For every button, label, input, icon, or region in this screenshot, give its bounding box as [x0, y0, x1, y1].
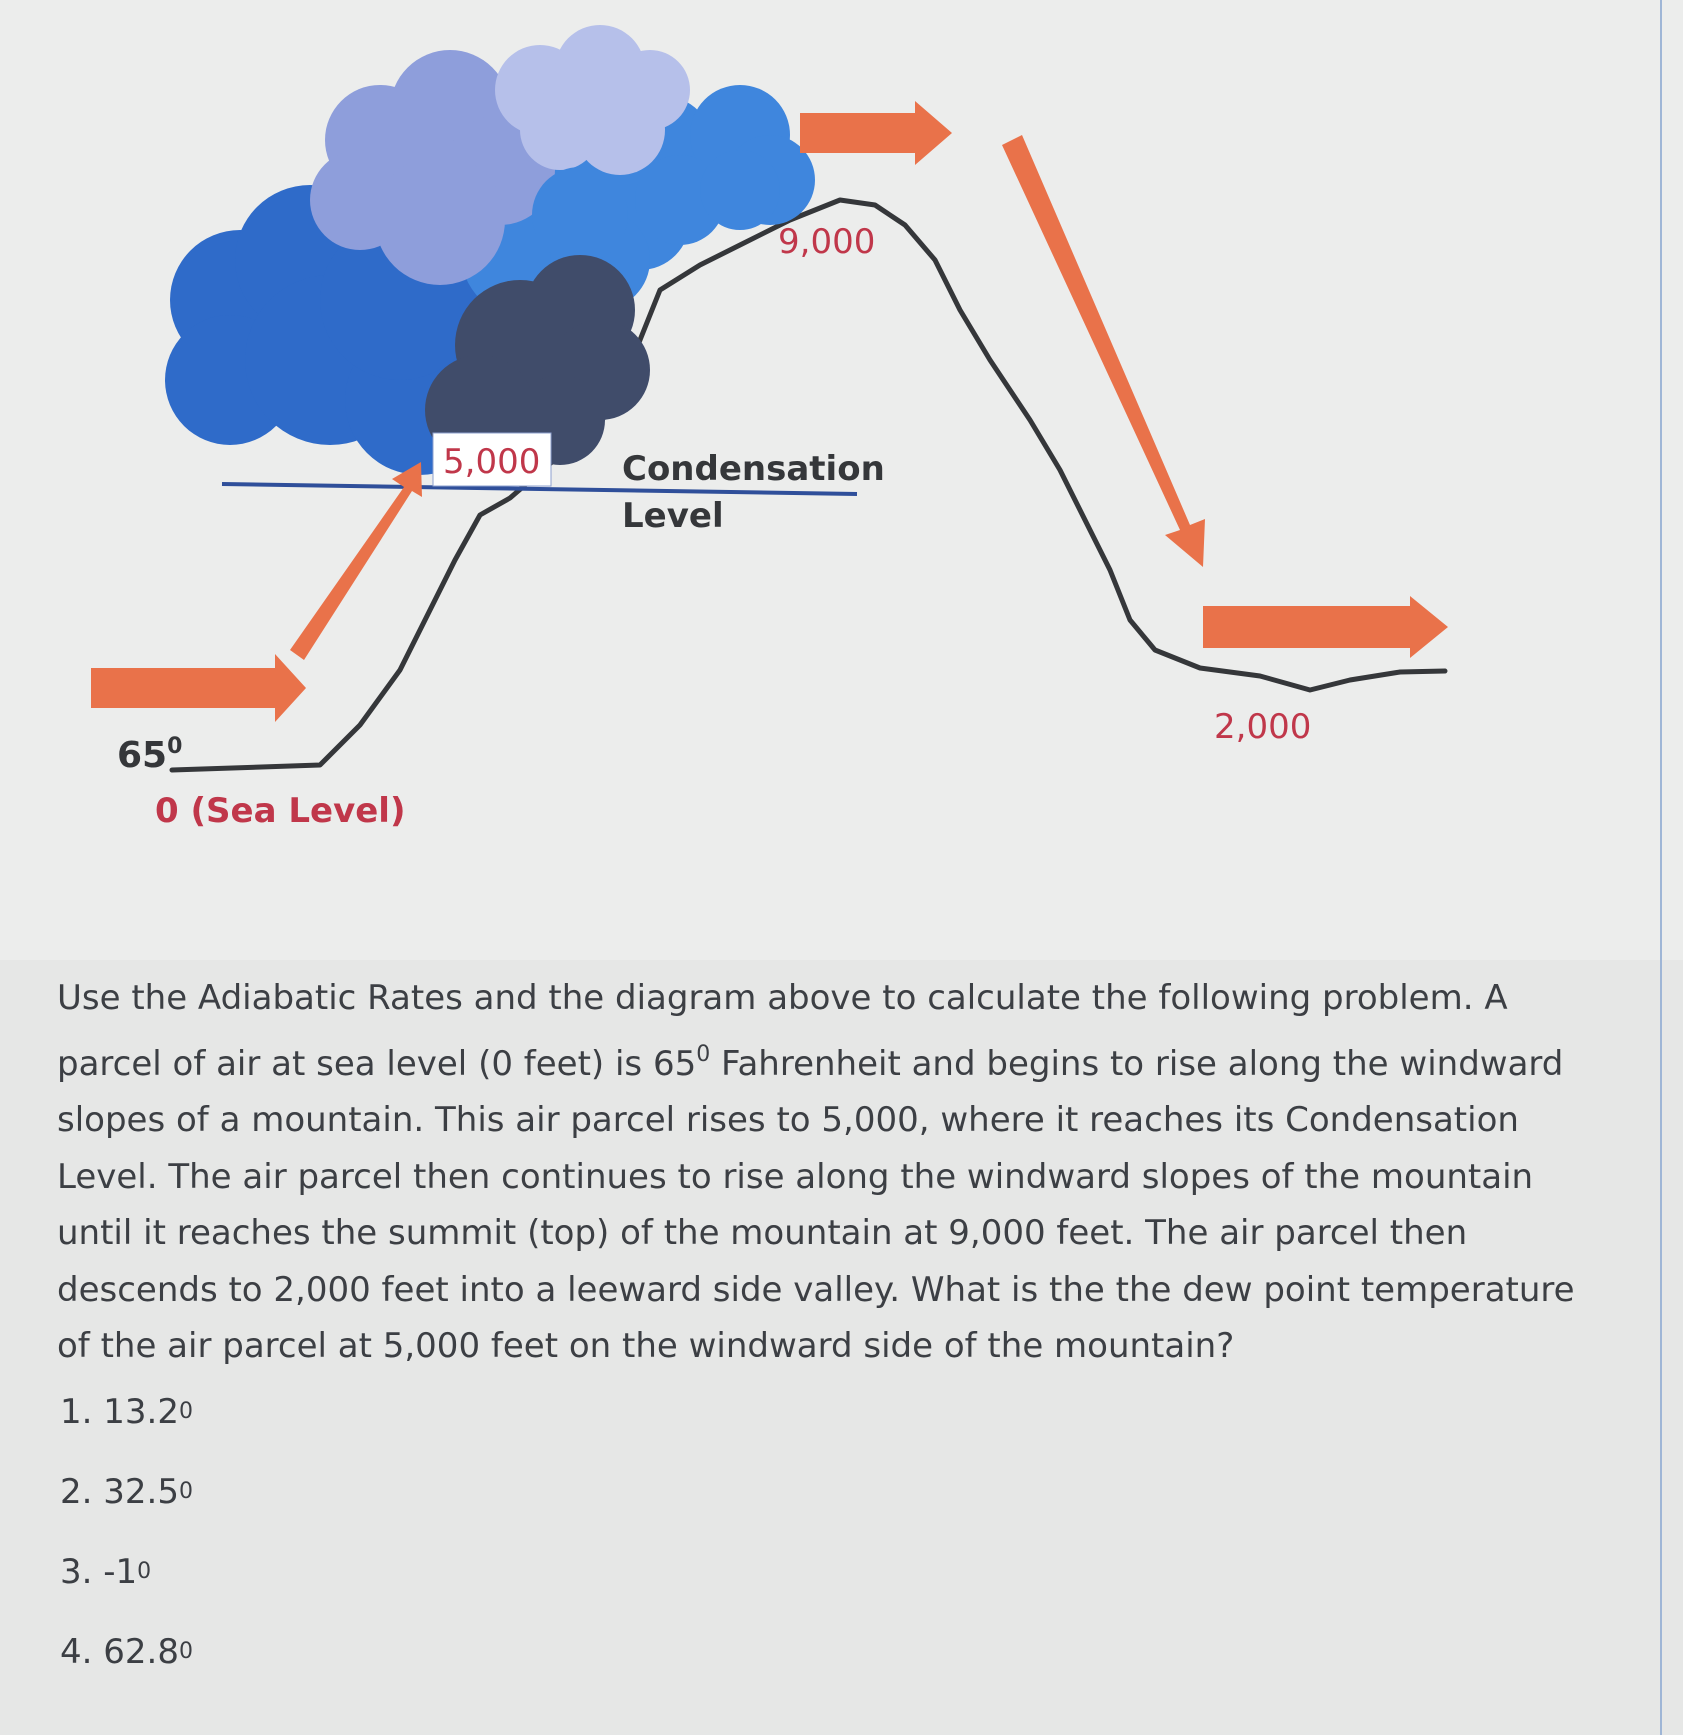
label-condensation-altitude: 5,000: [443, 442, 541, 482]
label-condensation-level-line1: Condensation: [622, 449, 885, 489]
arrow-summit: [800, 101, 952, 165]
answer-list: [60, 1390, 193, 1710]
label-condensation-level-line2: Level: [622, 496, 724, 536]
page-right-border: [1660, 0, 1662, 1735]
answer-option-4[interactable]: 4. 62.8 0: [60, 1632, 193, 1672]
label-sea-temperature: $65^0$: [117, 734, 183, 776]
label-valley-altitude: 2,000: [1214, 707, 1312, 747]
answer-option-1[interactable]: 1. 13.2 0: [60, 1392, 193, 1432]
arrow-descending: [1002, 135, 1205, 567]
label-summit-altitude: 9,000: [778, 222, 876, 262]
answer-option-3[interactable]: 3. -1 0: [60, 1552, 152, 1592]
arrow-incoming: [91, 654, 306, 722]
answer-option-2[interactable]: 2. 32.5 0: [60, 1472, 193, 1512]
label-sea-level: 0 (Sea Level): [155, 791, 406, 831]
cloud-cluster: [165, 25, 815, 475]
arrow-rising-lower: [290, 462, 422, 660]
question-text: Use the Adiabatic Rates and the diagram above to calculate the following problem. A parcel of air at sea level (0 feet) is $65^0$ Fahrenheit and begins to rise along the windward slopes of a mountain. This air parcel rises to 5,000, where it reaches its Condensation Level. The air parcel then continues to rise along the windward slopes of the mountain until it reaches the summit (top) of the mountain at 9,000 feet. The air parcel then descends to 2,000 feet into a leeward side valley. What is the the dew point temperature of the air parcel at 5,000 feet on the windward side of the mountain?: [57, 978, 1575, 1366]
arrow-outgoing: [1203, 596, 1448, 658]
